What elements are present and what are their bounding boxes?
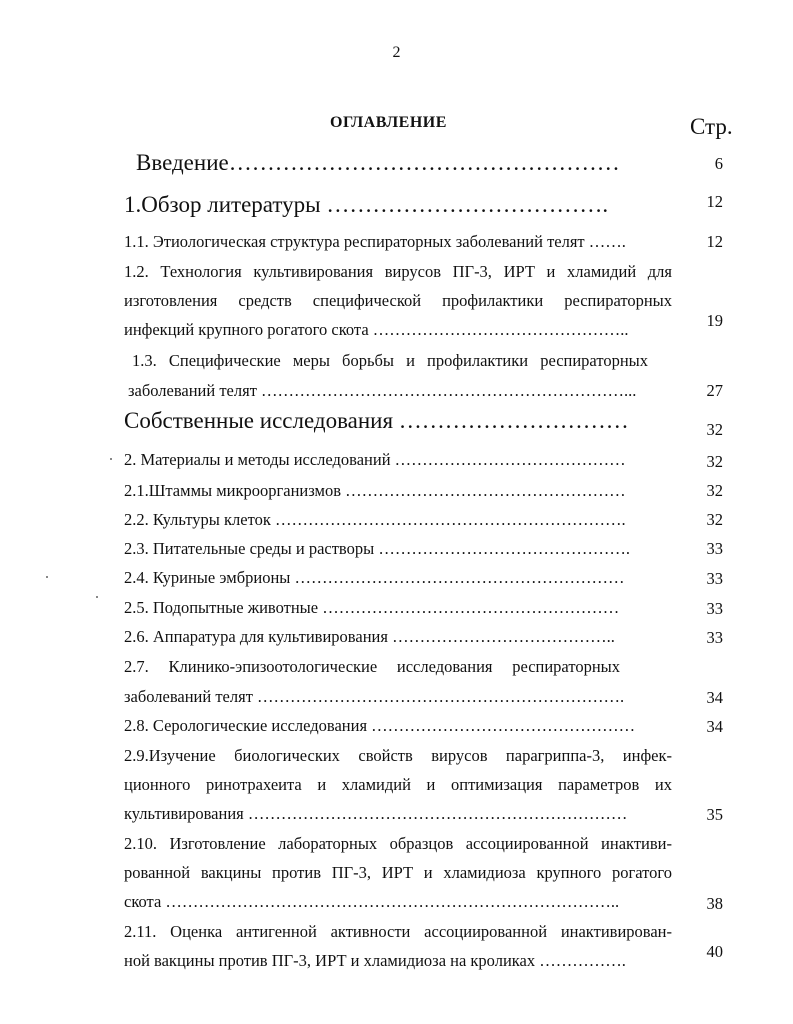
toc-page-2-9: 35: [706, 805, 723, 824]
toc-page-2-2: 32: [706, 510, 723, 529]
toc-entry-2-5: 2.5. Подопытные животные ………………………………………………: [124, 598, 620, 617]
toc-entry-1-3-line2: заболеваний телят …………………………………………………………...: [128, 381, 637, 400]
toc-page-intro: 6: [714, 154, 723, 173]
toc-page-1-2: 19: [706, 311, 723, 330]
toc-entry-2-9-line3: культивирования ……………………………………………………………: [124, 804, 628, 823]
toc-entry-1: 1.Обзор литературы ……………………………….: [124, 192, 609, 217]
page-column-label: Стр.: [690, 114, 733, 139]
toc-page-2-11: 40: [706, 942, 723, 961]
toc-entry-2-2: 2.2. Культуры клеток ……………………………………………………….: [124, 510, 626, 529]
toc-entry-2-10-line1: 2.10. Изготовление лабораторных образцов ассоциированной инактиви-: [124, 834, 672, 853]
toc-page-own-research: 32: [706, 420, 723, 439]
scan-speck: [110, 458, 112, 460]
toc-page-2-7: 34: [706, 688, 723, 707]
toc-entry-2-3: 2.3. Питательные среды и растворы ……………………………………….: [124, 539, 630, 558]
toc-entry-1-3-line1: 1.3. Специфические меры борьбы и профилактики респираторных: [132, 351, 648, 370]
toc-page-2-4: 33: [706, 569, 723, 588]
toc-entry-2-9-line2: ционного ринотрахеита и хламидий и оптимизация параметров их: [124, 775, 672, 794]
toc-entry-1-1: 1.1. Этиологическая структура респираторных заболеваний телят …….: [124, 232, 626, 251]
toc-entry-2-9-line1: 2.9.Изучение биологических свойств вирусов парагриппа-3, инфек-: [124, 746, 672, 765]
toc-entry-2: 2. Материалы и методы исследований ……………………………………: [124, 450, 626, 469]
toc-entry-own-research: Собственные исследования …………………………: [124, 408, 629, 433]
toc-entry-2-7-line1: 2.7. Клинико-эпизоотологические исследования респираторных: [124, 657, 620, 676]
toc-title: ОГЛАВЛЕНИЕ: [330, 114, 447, 131]
toc-entry-2-10-line3: скота ………………………………………………………………………..: [124, 892, 620, 911]
scan-speck: [96, 596, 98, 598]
toc-page-1-1: 12: [706, 232, 723, 251]
toc-entry-2-6: 2.6. Аппаратура для культивирования …………………………………..: [124, 627, 615, 646]
toc-entry-2-4: 2.4. Куриные эмбрионы ……………………………………………………: [124, 568, 625, 587]
toc-entry-1-2-line2: изготовления средств специфической профилактики респираторных: [124, 291, 672, 310]
page-number: 2: [392, 44, 401, 61]
toc-entry-1-2-line1: 1.2. Технология культивирования вирусов ПГ-3, ИРТ и хламидий для: [124, 262, 672, 281]
toc-entry-intro: Введение……………………………………………: [136, 150, 620, 175]
toc-page-2-10: 38: [706, 894, 723, 913]
toc-entry-2-10-line2: рованной вакцины против ПГ-3, ИРТ и хламидиоза крупного рогатого: [124, 863, 672, 882]
toc-page-2: 32: [706, 452, 723, 471]
toc-page-1-3: 27: [706, 381, 723, 400]
toc-entry-2-7-line2: заболеваний телят ………………………………………………………….: [124, 687, 625, 706]
toc-page-2-5: 33: [706, 599, 723, 618]
toc-page-2-1: 32: [706, 481, 723, 500]
toc-page-1: 12: [706, 192, 723, 211]
toc-entry-2-11-line2: ной вакцины против ПГ-3, ИРТ и хламидиоза на кроликах …………….: [124, 951, 626, 970]
toc-page-2-6: 33: [706, 628, 723, 647]
toc-page-2-8: 34: [706, 717, 723, 736]
toc-entry-1-2-line3: инфекций крупного рогатого скота ………………………………………..: [124, 320, 629, 339]
scan-speck: [46, 576, 48, 578]
toc-entry-2-11-line1: 2.11. Оценка антигенной активности ассоциированной инактивирован-: [124, 922, 672, 941]
toc-entry-2-1: 2.1.Штаммы микроорганизмов ……………………………………………: [124, 481, 626, 500]
toc-entry-2-8: 2.8. Серологические исследования …………………………………………: [124, 716, 636, 735]
toc-page-2-3: 33: [706, 539, 723, 558]
